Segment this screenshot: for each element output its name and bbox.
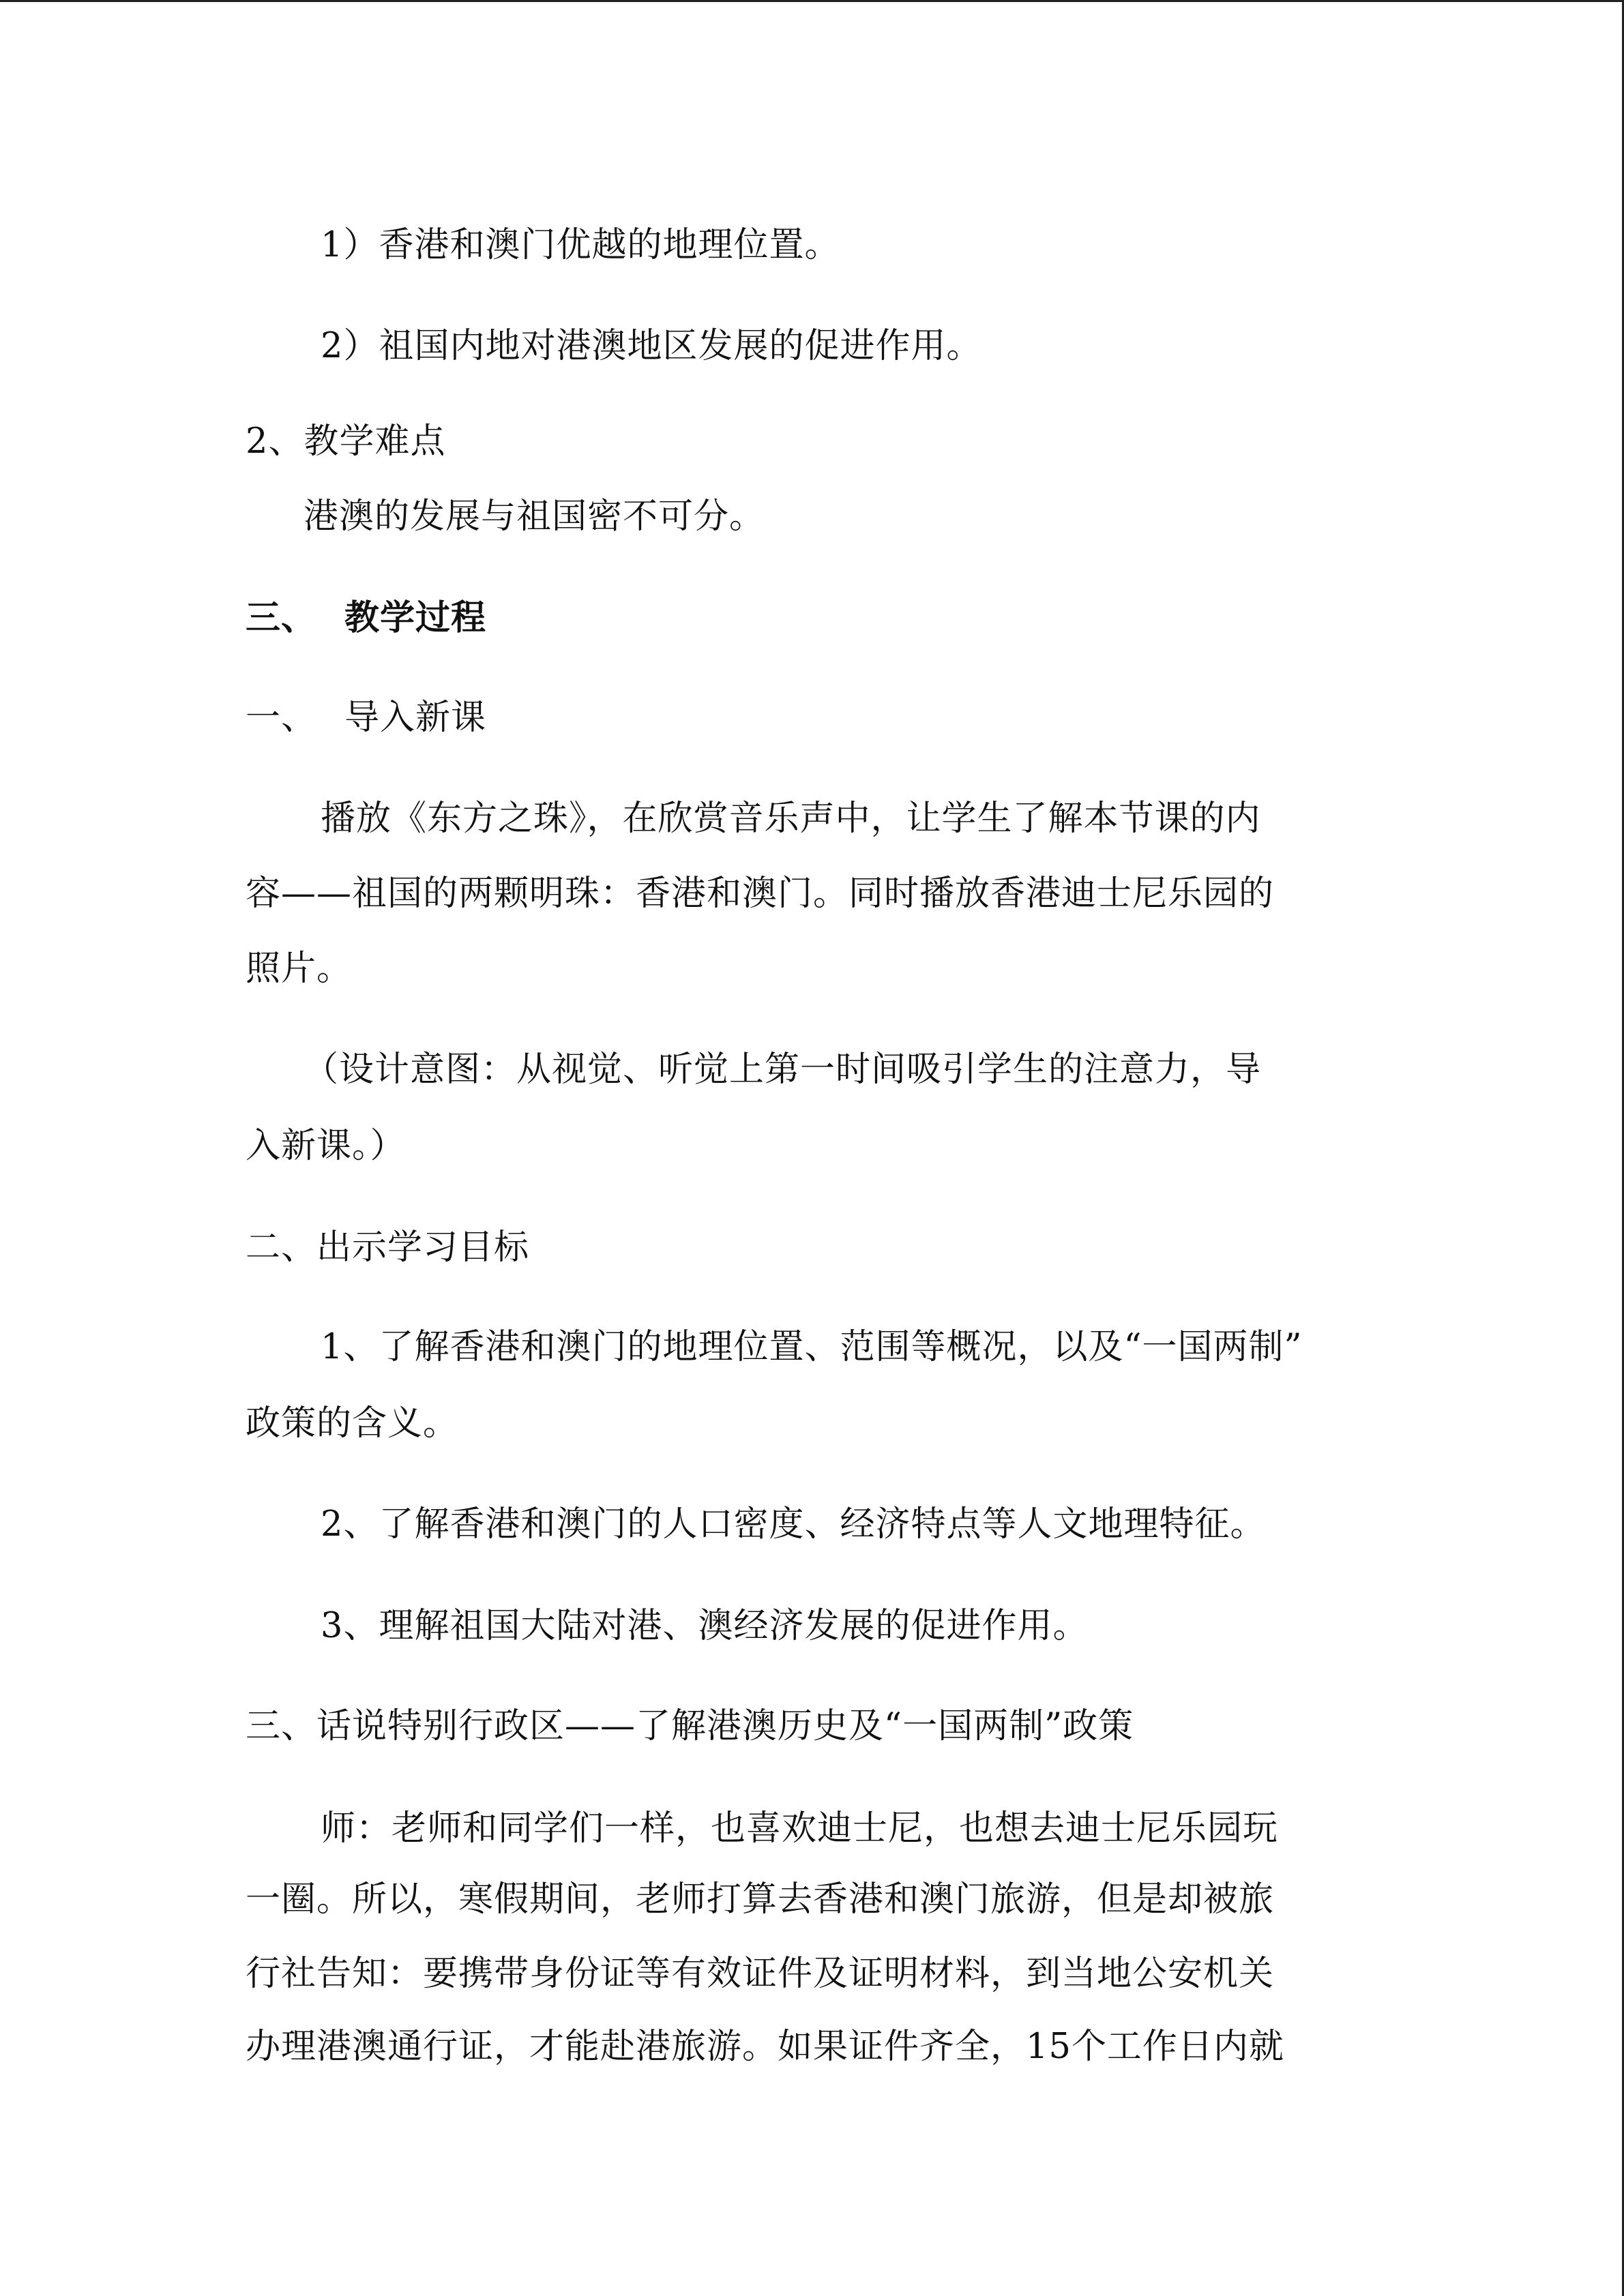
heading-number: 三、 [246,597,317,638]
page-border-top [0,0,1624,2]
difficulty-text: 港澳的发展与祖国密不可分。 [304,496,765,537]
special-region-heading: 三、话说特别行政区——了解港澳历史及“一国两制”政策 [246,1706,1134,1746]
teacher-para-line: 一圈。所以，寒假期间，老师打算去香港和澳门旅游，但是却被旅 [246,1879,1275,1920]
heading-number: 一、 [246,698,317,738]
key-point-1: 1）香港和澳门优越的地理位置。 [321,225,840,265]
intro-para-line: 容——祖国的两颗明珠：香港和澳门。同时播放香港迪士尼乐园的 [246,874,1275,914]
key-point-2: 2）祖国内地对港澳地区发展的促进作用。 [321,326,982,366]
design-intent-line: 入新课。） [246,1126,406,1166]
intro-para-line: 照片。 [246,949,353,989]
teacher-para-line: 办理港澳通行证，才能赴港旅游。如果证件齐全，15个工作日内就 [246,2027,1284,2067]
teacher-para-line: 行社告知：要携带身份证等有效证件及证明材料，到当地公安机关 [246,1954,1275,1994]
heading-text: 教学过程 [344,597,487,638]
heading-text: 导入新课 [344,698,487,738]
section-heading-process [246,597,1378,638]
section-heading-intro [246,698,1378,739]
design-intent-line: （设计意图：从视觉、听觉上第一时间吸引学生的注意力，导 [304,1049,1262,1090]
intro-para-line: 播放《东方之珠》，在欣赏音乐声中，让学生了解本节课的内 [321,799,1261,839]
objective-1-line: 政策的含义。 [246,1403,459,1444]
objective-1-line: 1、了解香港和澳门的地理位置、范围等概况，以及“一国两制” [321,1327,1303,1367]
objective-2: 2、了解香港和澳门的人口密度、经济特点等人文地理特征。 [321,1504,1266,1545]
objective-3: 3、理解祖国大陆对港、澳经济发展的促进作用。 [321,1606,1089,1646]
teacher-para-line: 师：老师和同学们一样，也喜欢迪士尼，也想去迪士尼乐园玩 [321,1808,1279,1849]
objectives-heading: 二、出示学习目标 [246,1227,530,1268]
difficulty-heading: 2、教学难点 [246,421,446,462]
